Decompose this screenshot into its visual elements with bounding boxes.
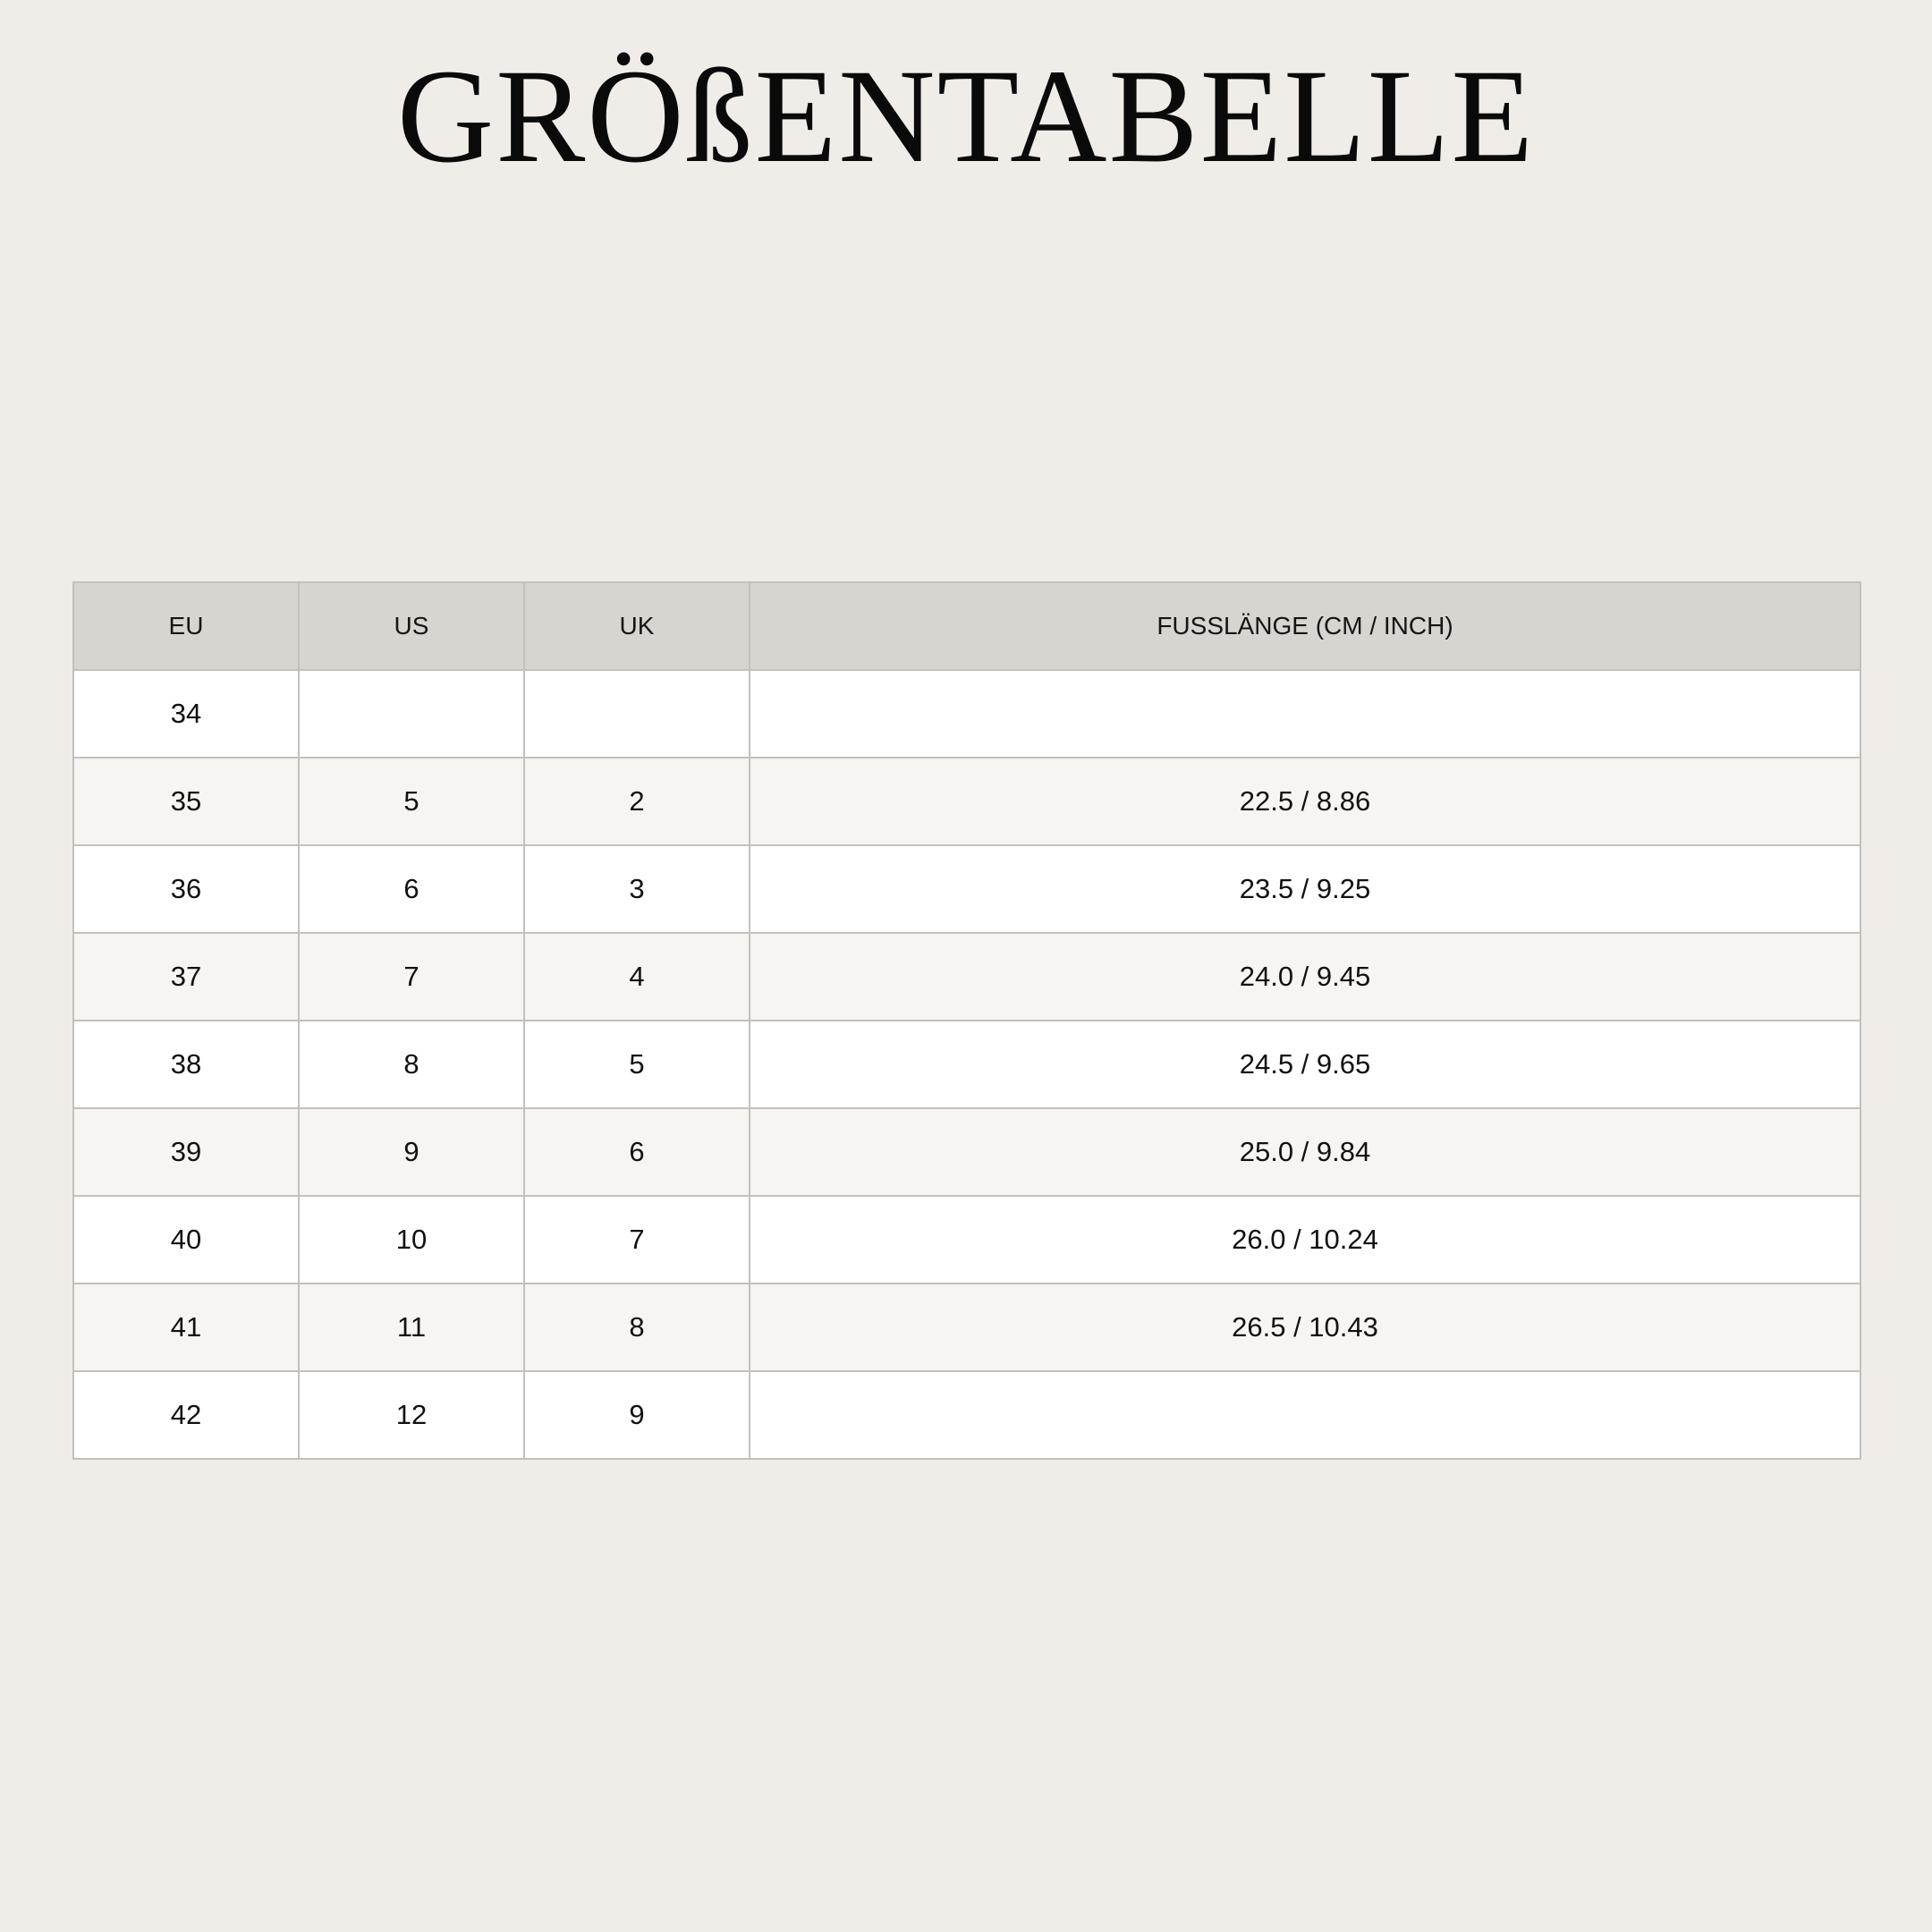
cell-foot-length: 24.0 / 9.45 bbox=[750, 933, 1860, 1021]
table-row bbox=[73, 1108, 1860, 1196]
page-title: GRÖßENTABELLE bbox=[396, 42, 1536, 191]
cell-us: 7 bbox=[299, 933, 524, 1021]
cell-us: 9 bbox=[299, 1108, 524, 1196]
table-row bbox=[73, 1021, 1860, 1108]
table-row bbox=[73, 933, 1860, 1021]
table-row bbox=[73, 1284, 1860, 1371]
cell-eu: 35 bbox=[73, 758, 299, 845]
table-row bbox=[73, 758, 1860, 845]
cell-foot-length: 24.5 / 9.65 bbox=[750, 1021, 1860, 1108]
header-us: US bbox=[299, 582, 524, 670]
header-uk: UK bbox=[524, 582, 750, 670]
cell-uk: 8 bbox=[524, 1284, 750, 1371]
cell-uk: 3 bbox=[524, 845, 750, 933]
cell-uk: 4 bbox=[524, 933, 750, 1021]
table-row bbox=[73, 845, 1860, 933]
cell-uk: 9 bbox=[524, 1371, 750, 1459]
size-chart-table bbox=[72, 581, 1861, 1460]
cell-eu: 37 bbox=[73, 933, 299, 1021]
cell-foot-length bbox=[750, 670, 1860, 758]
cell-foot-length: 22.5 / 8.86 bbox=[750, 758, 1860, 845]
table-row bbox=[73, 670, 1860, 758]
table-row bbox=[73, 1371, 1860, 1459]
cell-foot-length: 26.5 / 10.43 bbox=[750, 1284, 1860, 1371]
cell-foot-length bbox=[750, 1371, 1860, 1459]
table-header-row bbox=[73, 582, 1860, 670]
cell-eu: 39 bbox=[73, 1108, 299, 1196]
cell-us: 8 bbox=[299, 1021, 524, 1108]
table-row bbox=[73, 1196, 1860, 1284]
cell-us: 5 bbox=[299, 758, 524, 845]
cell-foot-length: 23.5 / 9.25 bbox=[750, 845, 1860, 933]
cell-us: 6 bbox=[299, 845, 524, 933]
cell-uk bbox=[524, 670, 750, 758]
cell-foot-length: 25.0 / 9.84 bbox=[750, 1108, 1860, 1196]
cell-us: 10 bbox=[299, 1196, 524, 1284]
cell-eu: 38 bbox=[73, 1021, 299, 1108]
header-eu: EU bbox=[73, 582, 299, 670]
cell-us: 11 bbox=[299, 1284, 524, 1371]
cell-eu: 34 bbox=[73, 670, 299, 758]
cell-uk: 2 bbox=[524, 758, 750, 845]
cell-eu: 40 bbox=[73, 1196, 299, 1284]
cell-foot-length: 26.0 / 10.24 bbox=[750, 1196, 1860, 1284]
cell-uk: 5 bbox=[524, 1021, 750, 1108]
cell-eu: 36 bbox=[73, 845, 299, 933]
cell-eu: 42 bbox=[73, 1371, 299, 1459]
cell-us: 12 bbox=[299, 1371, 524, 1459]
cell-eu: 41 bbox=[73, 1284, 299, 1371]
cell-us bbox=[299, 670, 524, 758]
cell-uk: 7 bbox=[524, 1196, 750, 1284]
cell-uk: 6 bbox=[524, 1108, 750, 1196]
header-foot-length: FUSSLÄNGE (CM / INCH) bbox=[750, 582, 1860, 670]
